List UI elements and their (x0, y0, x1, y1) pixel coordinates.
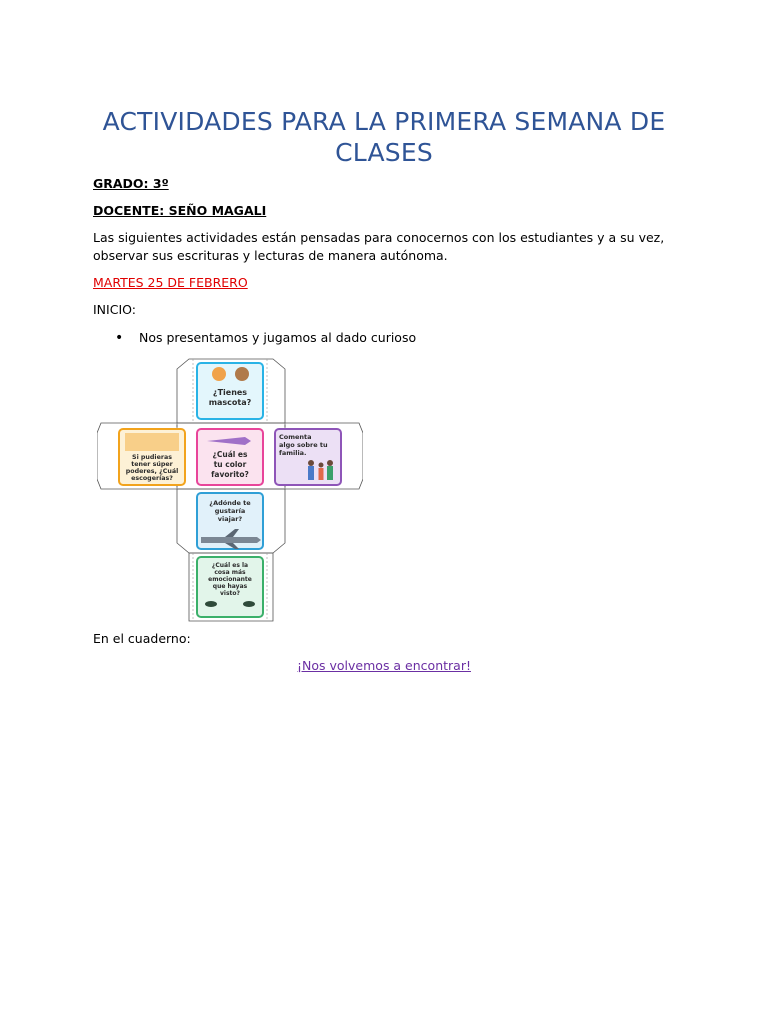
dice-face-text-emocionante-2: cosa más (214, 569, 246, 576)
dice-face-text-viajar-1: ¿Adónde te (209, 499, 251, 507)
dice-face-text-color-2: tu color (213, 460, 247, 469)
inicio-heading: INICIO: (93, 302, 136, 317)
dice-face-text-familia-3: familia. (279, 449, 307, 457)
dice-face-text-mascota-2: mascota? (208, 398, 252, 407)
dice-face-text-mascota-1: ¿Tienes (212, 388, 248, 397)
dice-face-text-emocionante-1: ¿Cuál es la (211, 562, 249, 569)
dice-face-emocionante (197, 557, 263, 617)
dice-face-text-emocionante-5: visto? (219, 590, 241, 597)
intro-paragraph: Las siguientes actividades están pensadas para conocernos con los estudiantes y a su vez, observar sus escrituras y lecturas de manera autónoma. (93, 230, 665, 263)
dice-face-mascota (197, 363, 263, 419)
grade-label: GRADO: 3º (93, 176, 169, 191)
superhero-icon (125, 433, 179, 451)
dice-net-svg (97, 357, 363, 623)
dice-face-text-color-1: ¿Cuál es (212, 450, 248, 459)
date-heading: MARTES 25 DE FEBRERO (93, 275, 248, 290)
bullet-icon: • (115, 330, 124, 346)
dice-face-familia (275, 429, 341, 485)
dice-face-text-familia-2: algo sobre tu (279, 441, 328, 449)
cuaderno-label: En el cuaderno: (93, 631, 191, 646)
dice-face-viajar (197, 493, 263, 549)
document-title: ACTIVIDADES PARA LA PRIMERA SEMANA DE CLASES (102, 107, 666, 167)
dice-face-text-emocionante-4: que hayas (212, 583, 248, 590)
dice-face-text-poderes-1: Si pudieras (132, 454, 172, 461)
dice-face-text-color-3: favorito? (211, 470, 249, 479)
closing-link[interactable]: ¡Nos volvemos a encontrar! (297, 658, 471, 673)
dice-net-image (97, 357, 363, 623)
dog-icon (235, 367, 249, 381)
dice-face-text-emocionante-3: emocionante (208, 576, 252, 583)
teacher-label: DOCENTE: SEÑO MAGALI (93, 203, 267, 218)
dice-face-text-poderes-2: tener súper (131, 461, 173, 468)
family-icon (308, 460, 333, 480)
dice-face-color (197, 429, 263, 485)
dice-face-text-poderes-4: escogerías? (131, 475, 173, 482)
dice-face-text-poderes-3: poderes, ¿Cuál (125, 468, 179, 475)
dice-face-text-familia-1: Comenta (279, 433, 312, 441)
bullet-item (115, 329, 416, 347)
bullet-text: Nos presentamos y jugamos al dado curioso (139, 330, 417, 345)
dice-face-text-viajar-3: viajar? (217, 515, 243, 523)
dice-face-poderes (119, 429, 185, 485)
dice-face-text-viajar-2: gustaría (214, 507, 246, 515)
cat-icon (212, 367, 226, 381)
